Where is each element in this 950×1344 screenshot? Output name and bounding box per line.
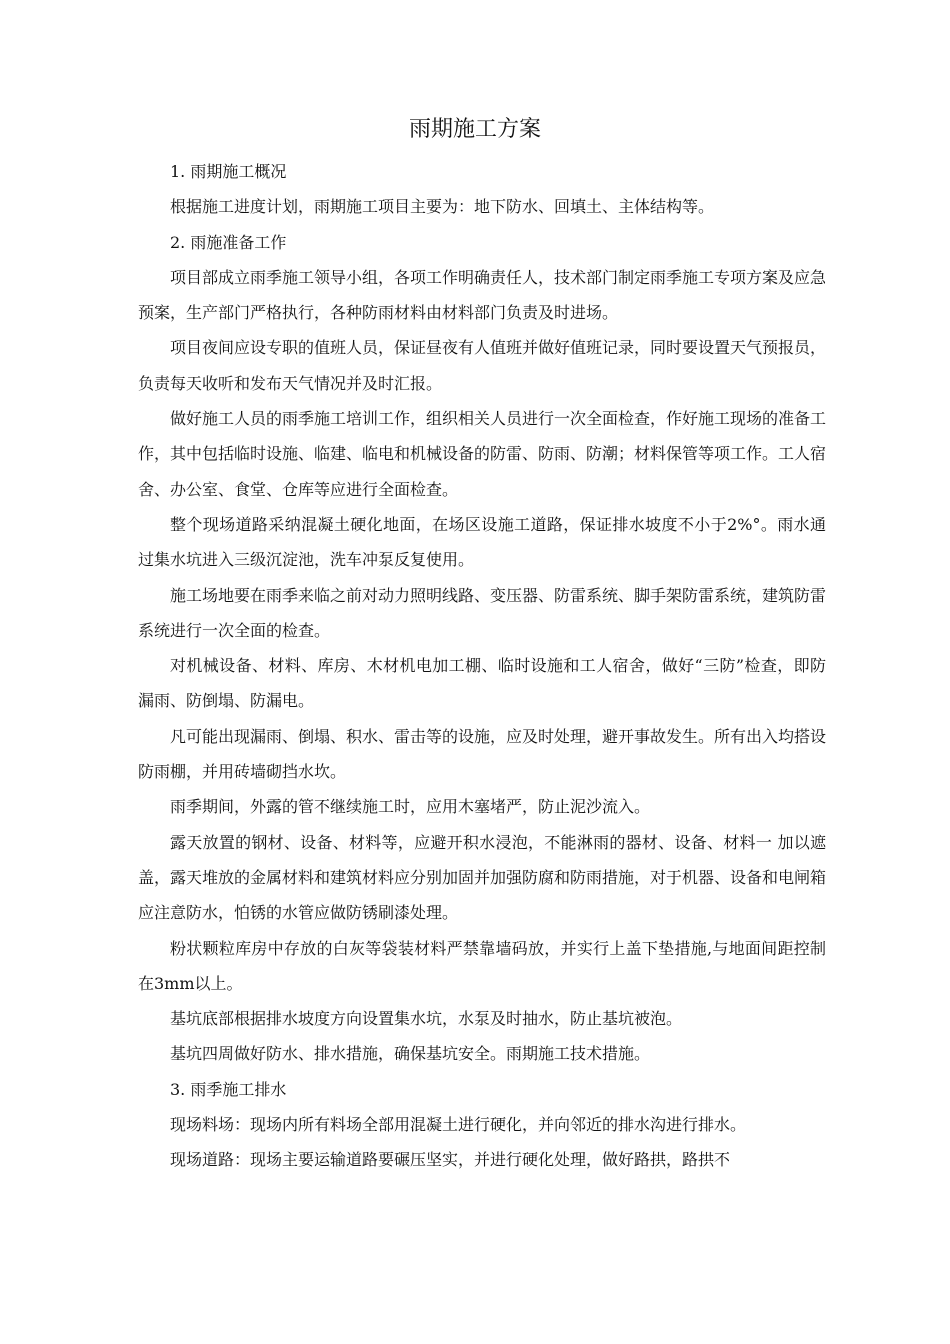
paragraph: 粉状颗粒库房中存放的白灰等袋装材料严禁靠墙码放，并实行上盖下垫措施,与地面间距控制在3mm以上。: [138, 938, 826, 993]
paragraph: 做好施工人员的雨季施工培训工作，组织相关人员进行一次全面检查，作好施工现场的准备工作，其中包括临时设施、临建、临电和机械设备的防雷、防雨、防潮；材料保管等项工作。工人宿舍、办公室、食堂、仓库等应进行全面检查。: [138, 409, 827, 499]
document-title: 雨期施工方案: [408, 117, 541, 142]
paragraph: 露天放置的钢材、设备、材料等，应避开积水浸泡，不能淋雨的器材、设备、材料一 加以遮盖，露天堆放的金属材料和建筑材料应分别加固并加强防腐和防雨措施，对于机器、设备和电闸箱应注意防水，怕锈的水管应做防锈刷漆处理。: [138, 832, 827, 923]
section-heading-overview: 1. 雨期施工概况: [170, 162, 287, 181]
paragraph: 施工场地要在雨季来临之前对动力照明线路、变压器、防雷系统、脚手架防雷系统，建筑防雷系统进行一次全面的检查。: [138, 585, 827, 640]
paragraph: 现场料场：现场内所有料场全部用混凝土进行硬化，并向邻近的排水沟进行排水。: [170, 1115, 747, 1135]
document-body: [138, 154, 826, 1178]
paragraph: 根据施工进度计划，雨期施工项目主要为：地下防水、回填土、主体结构等。: [170, 197, 715, 217]
paragraph: 现场道路：现场主要运输道路要碾压坚实，并进行硬化处理，做好路拱，路拱不: [170, 1150, 731, 1170]
paragraph: 项目夜间应设专职的值班人员，保证昼夜有人值班并做好值班记录，同时要设置天气预报员，负责每天收听和发布天气情况并及时汇报。: [138, 338, 827, 393]
paragraph: 整个现场道路采纳混凝土硬化地面，在场区设施工道路，保证排水坡度不小于2%°。雨水通过集水坑进入三级沉淀池，洗车冲泵反复使用。: [138, 514, 826, 570]
paragraph: 凡可能出现漏雨、倒塌、积水、雷击等的设施，应及时处理，避开事故发生。所有出入均搭设防雨棚，并用砖墙砌挡水坎。: [138, 726, 827, 782]
paragraph: 基坑底部根据排水坡度方向设置集水坑，水泵及时抽水，防止基坑被泡。: [170, 1009, 683, 1029]
paragraph: 基坑四周做好防水、排水措施，确保基坑安全。雨期施工技术措施。: [170, 1044, 651, 1064]
section-heading-drainage: 3. 雨季施工排水: [170, 1079, 287, 1099]
paragraph: 项目部成立雨季施工领导小组，各项工作明确责任人，技术部门制定雨季施工专项方案及应急预案，生产部门严格执行，各种防雨材料由材料部门负责及时进场。: [138, 267, 827, 323]
paragraph: 雨季期间，外露的管不继续施工时，应用木塞堵严，防止泥沙流入。: [170, 797, 651, 817]
section-heading-preparation: 2. 雨施准备工作: [170, 232, 287, 252]
paragraph: 对机械设备、材料、库房、木材机电加工棚、临时设施和工人宿舍，做好“三防”检查，即防漏雨、防倒塌、防漏电。: [138, 656, 826, 711]
